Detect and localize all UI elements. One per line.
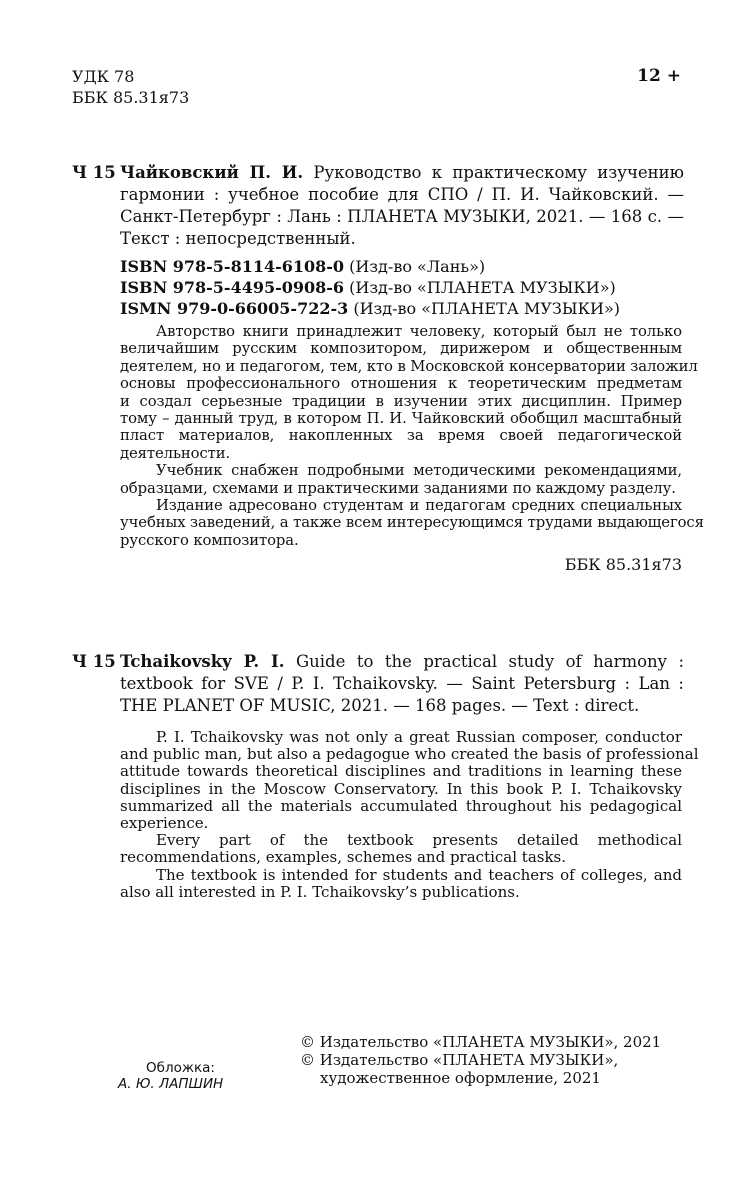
isbn-publisher: (Изд-во «ПЛАНЕТА МУЗЫКИ») [348,299,620,318]
copyright-line: © Издательство «ПЛАНЕТА МУЗЫКИ», 2021 [300,1033,662,1051]
copyright-line: художественное оформление, 2021 [320,1069,601,1087]
ru-abstract-line: величайшим русским композитором, дирижером и общественным [120,340,682,358]
en-abstract-line: summarized all the materials accumulated throughout his pedagogical [120,796,682,815]
en-author-cipher: Ч 15 [72,652,116,671]
ru-abstract-line: деятелем, но и педагогом, тем, кто в Московской консерватории заложил [120,357,698,375]
isbn-publisher: (Изд-во «ПЛАНЕТА МУЗЫКИ») [344,278,616,297]
ru-abstract-line: Издание адресовано студентам и педагогам средних специальных [156,497,682,515]
udk-code: УДК 78 [72,67,135,86]
isbn-item [120,277,620,298]
en-bibliographic-record [120,651,684,717]
ru-biblio-line [120,162,684,184]
isbn-publisher: (Изд-во «Лань») [344,257,486,276]
cover-credit [118,1060,223,1092]
copyright-notice [300,1033,661,1087]
ru-abstract-line: пласт материалов, накопленных за время своей педагогической [120,427,682,445]
ru-abstract-line: учебных заведений, а также всем интересующимся трудами выдающегося [120,514,704,532]
en-abstract-line: Every part of the textbook presents detailed methodical [156,831,682,850]
ismn-code: ISMN 979-0-66005-722-3 [120,299,349,318]
en-title-start: Guide to the practical study of harmony : [284,652,685,671]
en-abstract-line: attitude towards theoretical disciplines and traditions in learning these [120,762,682,781]
en-abstract-line: P. I. Tchaikovsky was not only a great Russian composer, conductor [156,728,682,746]
ru-abstract-line: образцами, схемами и практическими заданиями по каждому разделу. [120,479,676,497]
classification-codes [72,66,189,108]
en-biblio-line: textbook for SVE / P. I. Tchaikovsky. — Saint Petersburg : Lan : [120,674,684,693]
ru-biblio-line: Санкт-Петербург : Лань : ПЛАНЕТА МУЗЫКИ, 2021. — 168 с. — [120,207,684,226]
en-abstract-line: recommendations, examples, schemes and practical tasks. [120,848,567,867]
age-rating: 12 + [637,66,681,86]
isbn-item [120,256,620,277]
ru-biblio-line: Текст : непосредственный. [120,229,356,248]
ru-abstract-line: Учебник снабжен подробными методическими рекомендациями, [156,462,682,480]
ru-abstract-line: русского композитора. [120,531,299,549]
cover-label: Обложка: [146,1060,215,1076]
en-abstract-line: disciplines in the Moscow Conservatory. In this book P. I. Tchaikovsky [120,779,682,798]
en-biblio-line [120,651,684,673]
ru-bibliographic-record [120,162,684,250]
bbk-classification: ББК 85.31я73 [564,555,682,574]
ru-title-start: Руководство к практическому изучению [303,163,684,182]
ru-abstract-line: Авторство книги принадлежит человеку, который был не только [156,323,682,340]
isbn-code: ISBN 978-5-8114-6108-0 [120,257,345,276]
ru-author-cipher: Ч 15 [72,163,116,182]
en-abstract-line: experience. [120,814,209,833]
en-abstract-line: and public man, but also a pedagogue who created the basis of professional [120,745,699,764]
ru-abstract-line: деятельности. [120,444,231,462]
isbn-code: ISBN 978-5-4495-0908-6 [120,278,345,297]
ru-abstract-line: и создал серьезные традиции в изучении этих дисциплин. Пример [120,392,682,410]
isbn-item [120,298,620,319]
ru-abstract [120,323,704,549]
en-abstract [120,728,699,901]
en-biblio-line: THE PLANET OF MUSIC, 2021. — 168 pages. — Text : direct. [120,696,640,715]
ru-biblio-line: гармонии : учебное пособие для СПО / П. И. Чайковский. — [120,185,684,204]
en-author: Tchaikovsky P. I. [120,652,285,671]
isbn-list [120,256,620,319]
en-abstract-line: The textbook is intended for students and teachers of colleges, and [156,865,682,884]
cover-artist: А. Ю. ЛАПШИН [118,1076,224,1092]
bbk-code: ББК 85.31я73 [72,88,190,107]
copyright-line: © Издательство «ПЛАНЕТА МУЗЫКИ», [300,1051,619,1069]
ru-abstract-line: основы профессионального отношения к теоретическим предметам [120,375,682,393]
ru-author: Чайковский П. И. [120,163,304,182]
en-abstract-line: also all interested in P. I. Tchaikovsky’s publications. [120,882,520,901]
ru-abstract-line: тому – данный труд, в котором П. И. Чайковский обобщил масштабный [120,410,682,428]
